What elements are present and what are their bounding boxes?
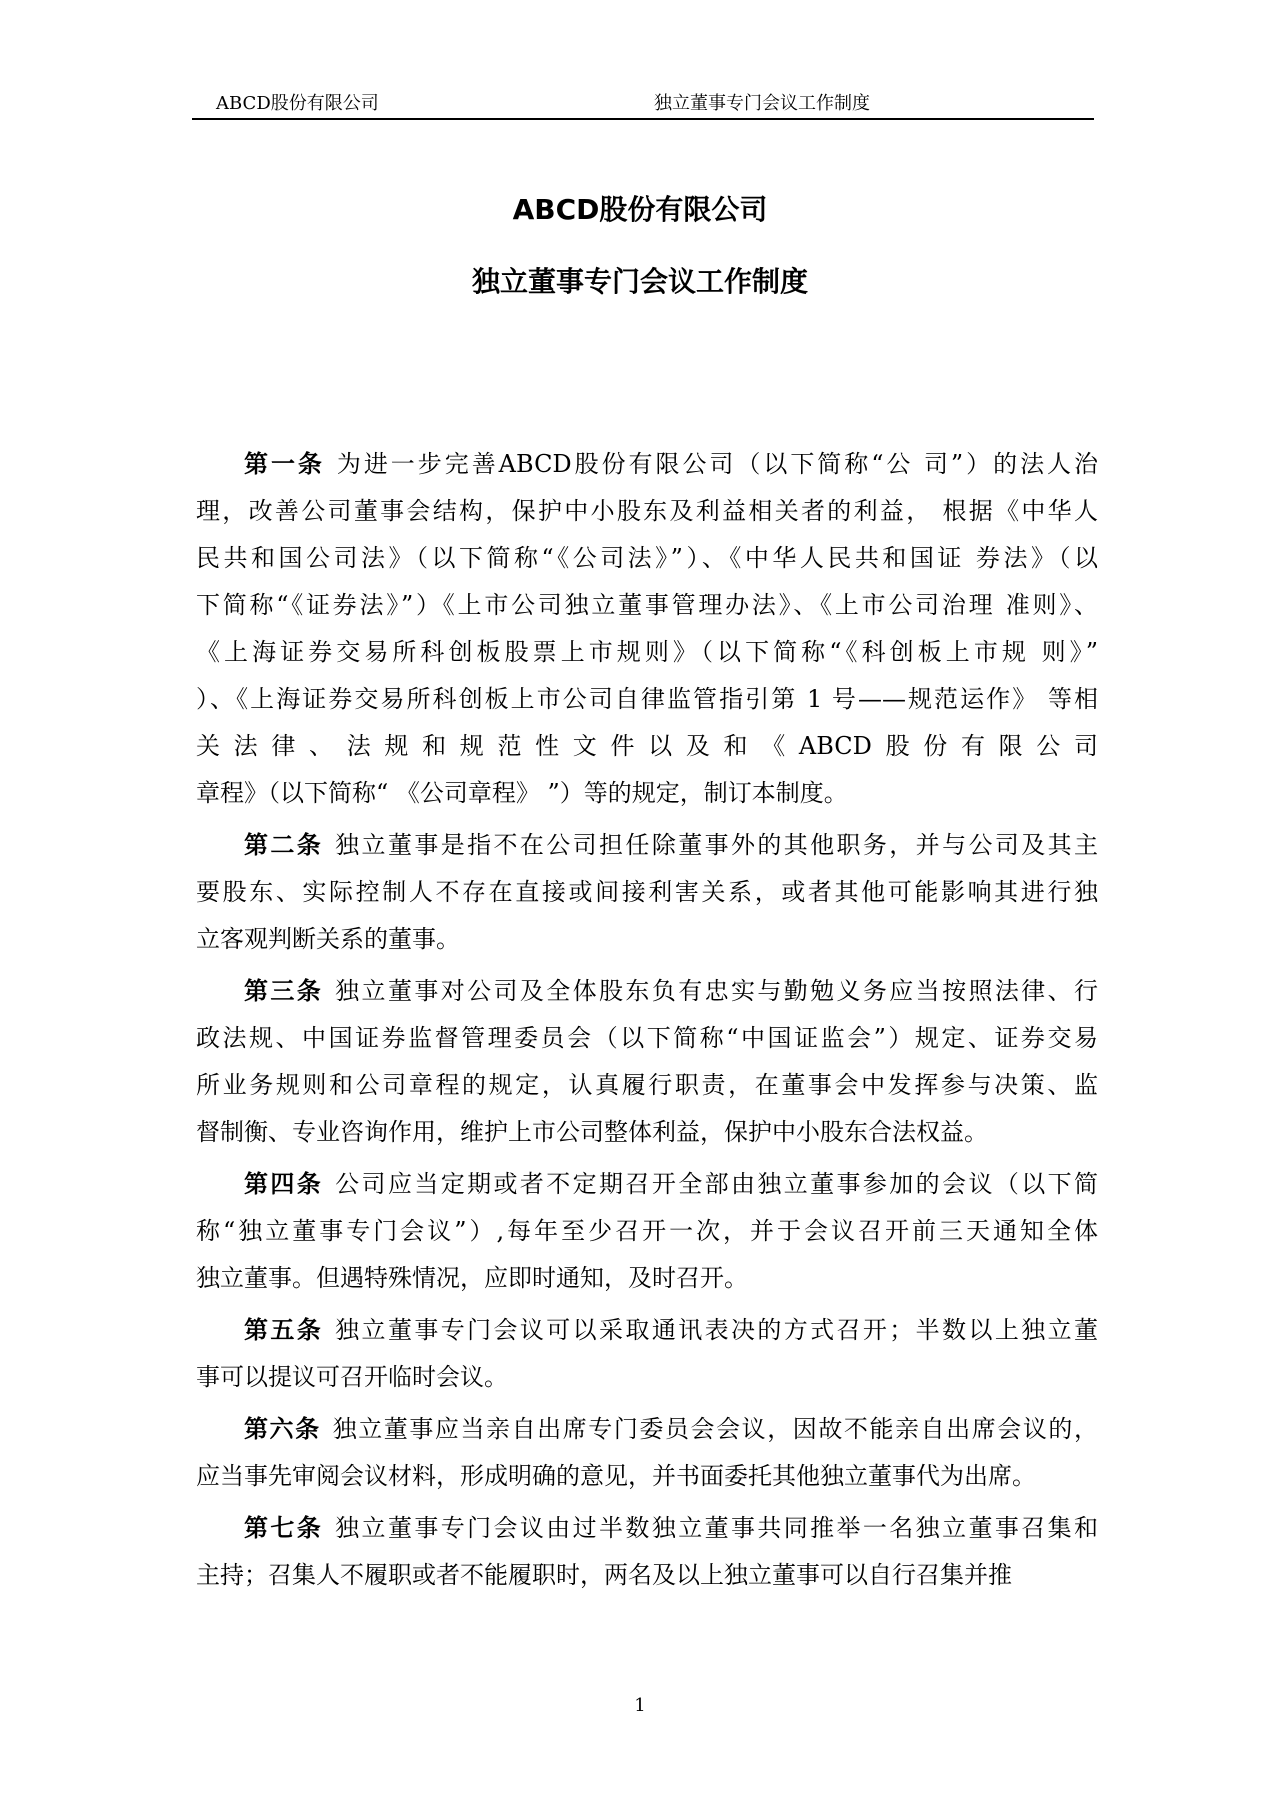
article-line [196,1552,1098,1599]
article-line [196,488,1098,535]
article-text: 独立董事是指不在公司担任除董事外的其他职务，并与公司及其主 [335,831,1099,859]
article-line [196,535,1098,582]
article-text: 理，改善公司董事会结构，保护中小股东及利益相关者的利益， 根据《中华人 [196,497,1098,525]
article-text: 独立董事。但遇特殊情况，应即时通知，及时召开。 [196,1264,748,1292]
document-title-regulation: 独立董事专门会议工作制度 [471,265,808,298]
article-text: 政法规、中国证券监督管理委员会（以下简称“中国证监会”）规定、证券交易 [196,1024,1098,1052]
article-line [196,770,1098,817]
article-line [196,1307,1098,1354]
article-line [196,822,1098,869]
article-text: ）、《上海证券交易所科创板上市公司自律监管指引第 1 号——规范运作》 等相 [196,685,1098,713]
article-line [196,1406,1098,1453]
article-text: 要股东、实际控制人不存在直接或间接利害关系，或者其他可能影响其进行独 [196,878,1098,906]
article-line [196,968,1098,1015]
article-line [196,1255,1098,1302]
article-line [196,1354,1098,1401]
article-text: 事可以提议可召开临时会议。 [196,1363,508,1391]
document-body [196,441,1098,1599]
article-line [196,629,1098,676]
article-number: 第五条 [244,1316,324,1344]
article-text: 民共和国公司法》（以下简称“《公司法》”）、《中华人民共和国证 券法》（以 [196,544,1098,572]
article-number: 第七条 [244,1514,324,1542]
article-text: 立客观判断关系的董事。 [196,925,460,953]
article-text: 关法律、法规和规范性文件以及和《ABCD股份有限公司 [196,732,1098,760]
article-line [196,441,1098,488]
document-title-company: ABCD股份有限公司 [512,193,768,226]
article-line [196,1208,1098,1255]
header-divider [192,118,1094,120]
header-document-name: 独立董事专门会议工作制度 [654,93,870,114]
article-line [196,869,1098,916]
article-line [196,1453,1098,1500]
article-line [196,1015,1098,1062]
article-text: 公司应当定期或者不定期召开全部由独立董事参加的会议（以下简 [335,1170,1099,1198]
article-text: 称“独立董事专门会议”）,每年至少召开一次，并于会议召开前三天通知全体 [196,1217,1098,1245]
article-text: 下简称“《证券法》”）《上市公司独立董事管理办法》、《上市公司治理 准则》、 [196,591,1098,619]
article-line [196,723,1098,770]
article-text: 独立董事对公司及全体股东负有忠实与勤勉义务应当按照法律、行 [335,977,1099,1005]
article-number: 第一条 [244,450,325,478]
article-text: 主持；召集人不履职或者不能履职时，两名及以上独立董事可以自行召集并推 [196,1561,1012,1589]
article-line [196,582,1098,629]
article-text: 应当事先审阅会议材料，形成明确的意见，并书面委托其他独立董事代为出席。 [196,1462,1036,1490]
running-header [192,90,1094,118]
article-text: 独立董事专门会议由过半数独立董事共同推举一名独立董事召集和 [335,1514,1099,1542]
article-text: 章程》（以下简称“ 《公司章程》 ”）等的规定，制订本制度。 [196,779,848,807]
article-line [196,676,1098,723]
page-number: 1 [634,1695,646,1716]
article-text: 独立董事应当亲自出席专门委员会会议，因故不能亲自出席会议的， [332,1415,1098,1443]
article-line [196,1062,1098,1109]
article-number: 第二条 [244,831,324,859]
article-line [196,1161,1098,1208]
article-number: 第六条 [244,1415,321,1443]
article-number: 第四条 [244,1170,324,1198]
article-line [196,1109,1098,1156]
article-text: 《上海证券交易所科创板股票上市规则》（以下简称“《科创板上市规 则》” [196,638,1098,666]
article-text: 为进一步完善ABCD股份有限公司（以下简称“公 司”）的法人治 [336,450,1099,478]
header-company-name: ABCD股份有限公司 [216,93,379,114]
article-text: 督制衡、专业咨询作用，维护上市公司整体利益，保护中小股东合法权益。 [196,1118,988,1146]
article-line [196,1505,1098,1552]
article-text: 所业务规则和公司章程的规定，认真履行职责，在董事会中发挥参与决策、监 [196,1071,1098,1099]
article-text: 独立董事专门会议可以采取通讯表决的方式召开；半数以上独立董 [335,1316,1099,1344]
article-number: 第三条 [244,977,324,1005]
article-line [196,916,1098,963]
